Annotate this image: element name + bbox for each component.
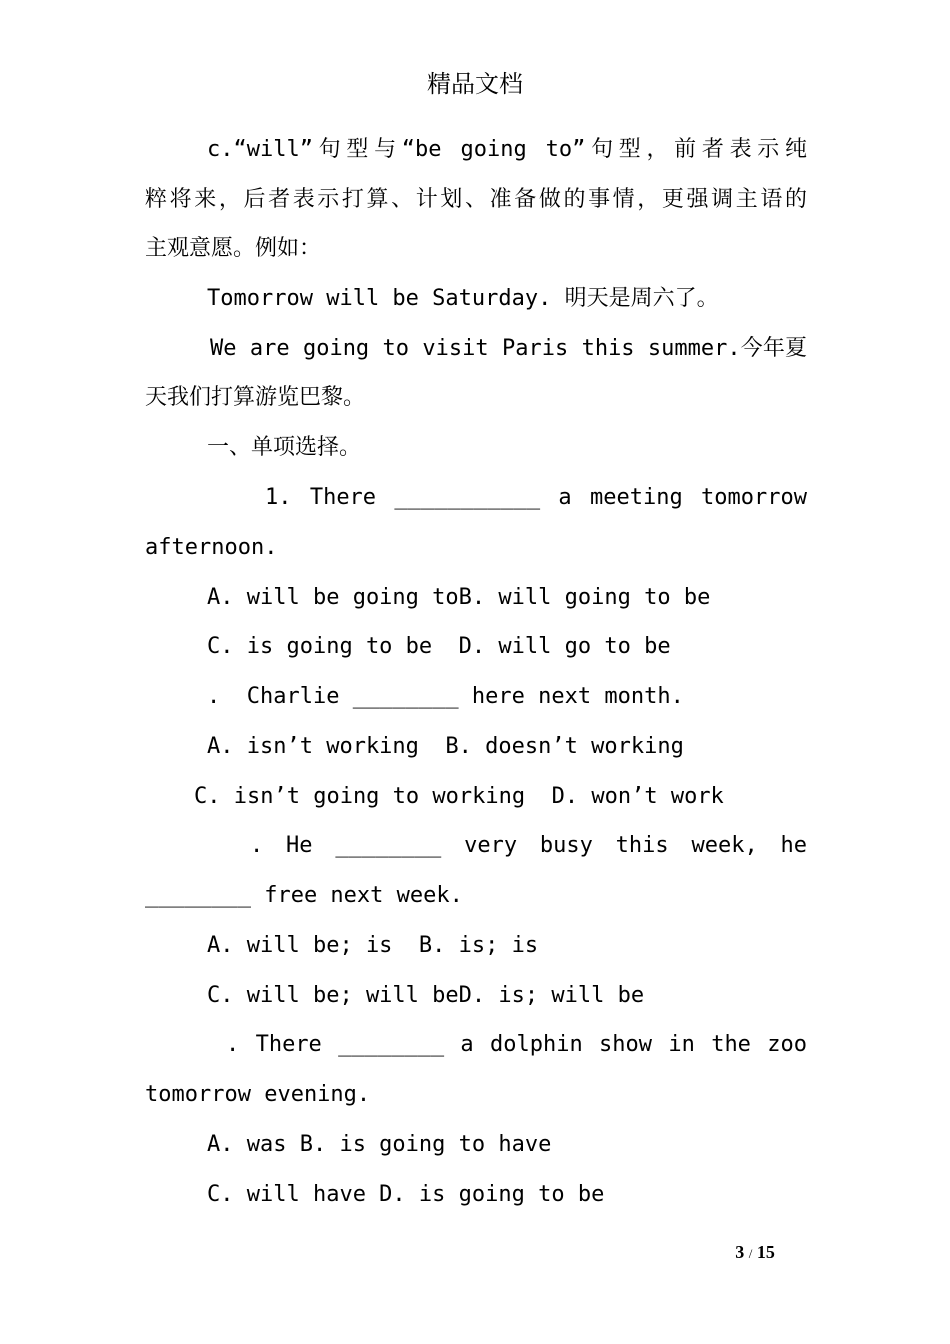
total-pages: 15 [756, 1242, 775, 1262]
question-stem: . He ________ very busy this week, he [250, 833, 807, 858]
question-stem: 1. There ___________ a meeting tomorrow [265, 485, 807, 510]
question-options: A. isn’t working B. doesn’t working [207, 734, 684, 759]
question-stem: tomorrow evening. [145, 1082, 371, 1107]
question-options: C. is going to be D. will go to be [207, 634, 671, 659]
question-stem: . Charlie ________ here next month. [207, 684, 684, 709]
paragraph-line: 粹将来，后者表示打算、计划、准备做的事情，更强调主语的 [145, 187, 807, 212]
example-sentence: 天我们打算游览巴黎。 [145, 385, 366, 410]
question-options: C. will have D. is going to be [207, 1182, 605, 1207]
question-stem: ________ free next week. [145, 883, 463, 908]
section-title: 一、单项选择。 [207, 435, 362, 460]
question-options: A. will be going toB. will going to be [207, 585, 711, 610]
question-options: C. isn’t going to working D. won’t work [194, 784, 724, 809]
page-number [700, 1242, 810, 1263]
example-sentence: Tomorrow will be Saturday. 明天是周六了。 [207, 286, 719, 311]
page-separator: / [748, 1246, 753, 1261]
question-options: A. will be; is B. is; is [207, 933, 539, 958]
example-sentence: We are going to visit Paris this summer.今年夏 [210, 336, 807, 361]
question-stem: afternoon. [145, 535, 278, 560]
question-options: A. was B. is going to have [207, 1132, 552, 1157]
current-page: 3 [735, 1242, 745, 1262]
paragraph-line: c.“will”句型与“be going to”句型，前者表示纯 [207, 137, 807, 162]
paragraph-line: 主观意愿。例如： [145, 236, 322, 261]
page-header-title: 精品文档 [427, 70, 523, 98]
question-options: C. will be; will beD. is; will be [207, 983, 645, 1008]
question-stem: . There ________ a dolphin show in the zoo [226, 1032, 807, 1057]
